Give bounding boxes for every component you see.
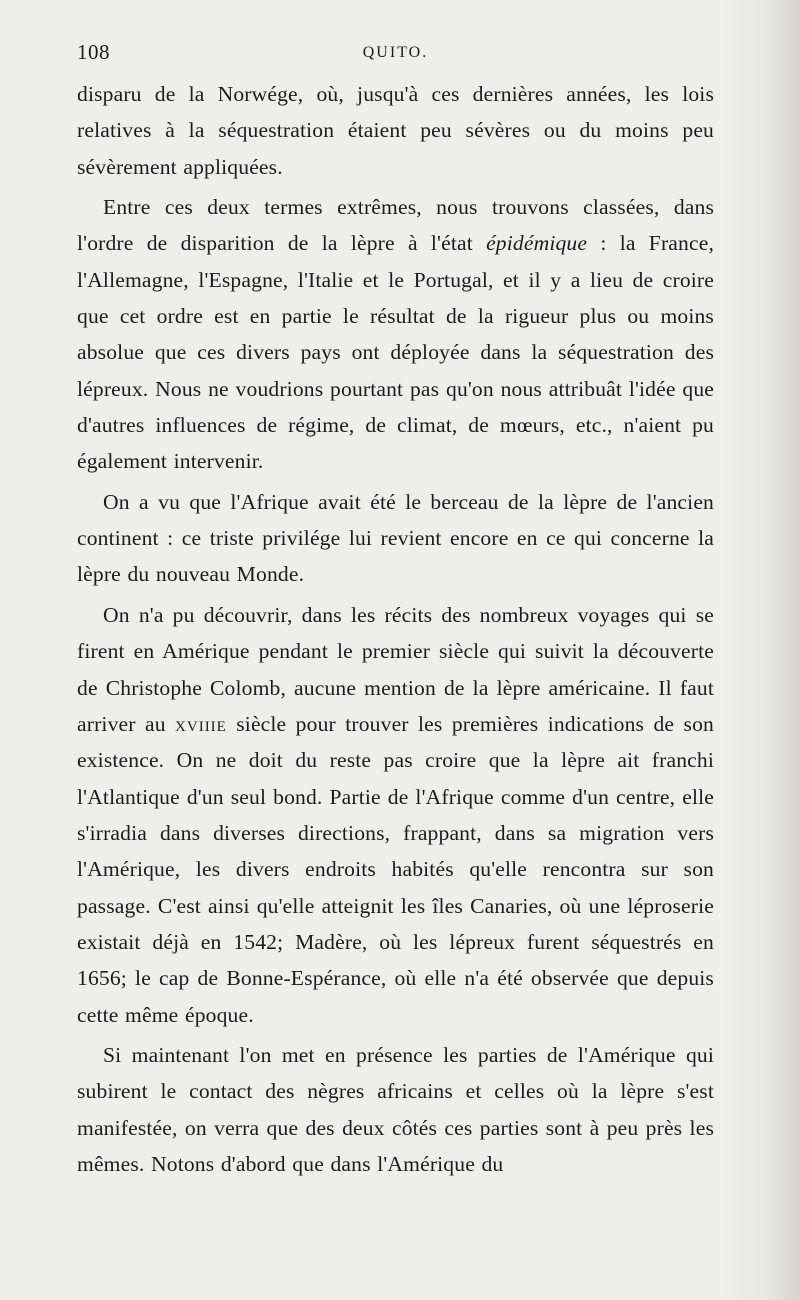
- paragraph: On a vu que l'Afrique avait été le berceau de la lèpre de l'ancien continent : ce triste privilége lui revient encore en ce qui concerne la lèpre du nouveau Monde.: [77, 489, 714, 587]
- page-header: [77, 36, 714, 76]
- paragraph: disparu de la Norwége, où, jusqu'à ces dernières années, les lois relatives à la séquestration étaient peu sévères ou du moins peu sévèrement appliquées.: [77, 82, 714, 179]
- body-text: [77, 76, 714, 1182]
- page-edge-shadow: [766, 0, 800, 1300]
- paragraph: Entre ces deux termes extrêmes, nous trouvons classées, dans l'ordre de disparition de la lèpre à l'état épidémique : la France, l'Allemagne, l'Espagne, l'Italie et le Portugal, et il y a lieu de croire que cet ordre est en partie le résultat de la rigueur plus ou moins absolue que ces divers pays ont déployée dans la séquestration des lépreux. Nous ne voudrions pourtant pas qu'on nous attribuât l'idée que d'autres influences de régime, de climat, de mœurs, etc., n'aient pu également intervenir.: [77, 195, 714, 474]
- running-head: QUITO.: [362, 44, 429, 61]
- paragraph: Si maintenant l'on met en présence les parties de l'Amérique qui subirent le contact des nègres africains et celles où la lèpre s'est manifestée, on verra que des deux côtés ces parties sont à peu près les mêmes. Notons d'abord que dans l'Amérique du: [77, 1042, 714, 1176]
- page-number: 108: [77, 40, 110, 64]
- paragraph: On n'a pu découvrir, dans les récits des nombreux voyages qui se firent en Amérique pendant le premier siècle qui suivit la découverte de Christophe Colomb, aucune mention de la lèpre américaine. Il faut arriver au xviiie siècle pour trouver les premières indications de son existence. On ne doit du reste pas croire que la lèpre ait franchi l'Atlantique d'un seul bond. Partie de l'Afrique comme d'un centre, elle s'irradia dans diverses directions, frappant, dans sa migration vers l'Amérique, les divers endroits habités qu'elle rencontra sur son passage. C'est ainsi qu'elle atteignit les îles Canaries, où une léproserie existait déjà en 1542; Madère, où les lépreux furent séquestrés en 1656; le cap de Bonne-Espérance, où elle n'a été observée que depuis cette même époque.: [77, 602, 714, 1027]
- century-numeral: xviiie: [175, 711, 227, 736]
- emphasis-text: épidémique: [486, 231, 588, 256]
